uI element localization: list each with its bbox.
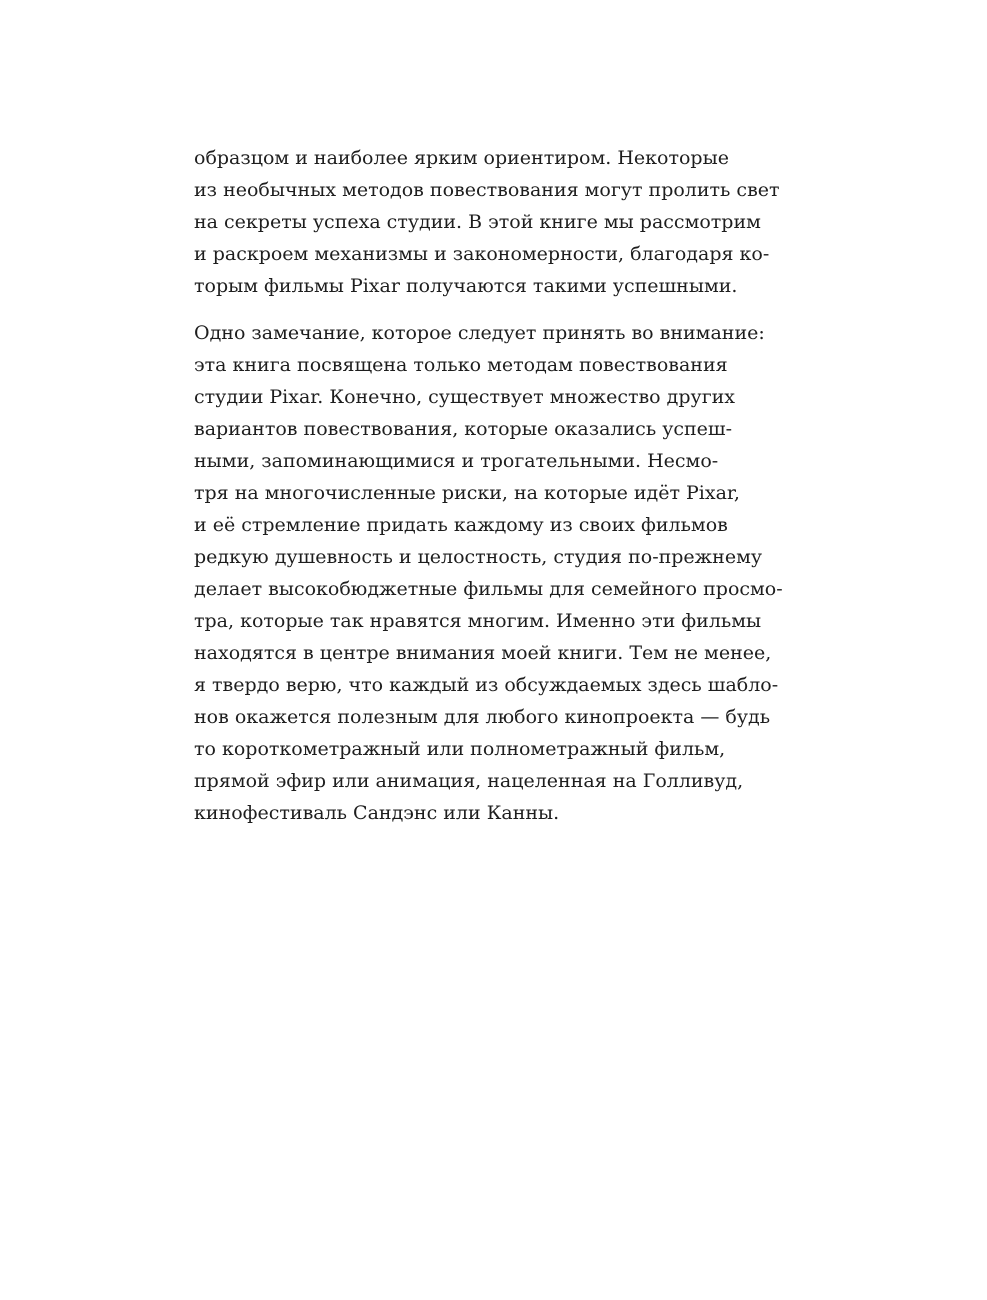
paragraph-2 [194, 317, 844, 829]
text-line: образцом и наиболее ярким ориентиром. Некоторые [194, 147, 729, 169]
text-line: кинофестиваль Сандэнс или Канны. [194, 802, 560, 824]
text-line: на секреты успеха студии. В этой книге мы рассмотрим [194, 211, 761, 233]
text-line: редкую душевность и целостность, студия по-прежнему [194, 546, 763, 568]
text-line: вариантов повествования, которые оказались успеш- [194, 418, 733, 440]
text-line: торым фильмы Pixar получаются такими успешными. [194, 275, 738, 297]
text-line: и раскроем механизмы и закономерности, благодаря ко- [194, 243, 770, 265]
text-line: находятся в центре внимания моей книги. Тем не менее, [194, 642, 772, 664]
text-line: я твердо верю, что каждый из обсуждаемых здесь шабло- [194, 674, 779, 696]
text-line: тра, которые так нравятся многим. Именно эти фильмы [194, 610, 762, 632]
body-text [194, 142, 844, 829]
text-line: тря на многочисленные риски, на которые идёт Pixar, [194, 482, 740, 504]
text-line: то короткометражный или полнометражный фильм, [194, 738, 726, 760]
text-line: эта книга посвящена только методам повествования [194, 354, 728, 376]
text-line: Одно замечание, которое следует принять во внимание: [194, 322, 765, 344]
text-line: студии Pixar. Конечно, существует множество других [194, 386, 736, 408]
text-line: нов окажется полезным для любого кинопроекта — будь [194, 706, 771, 728]
text-line: из необычных методов повествования могут пролить свет [194, 179, 780, 201]
text-line: делает высокобюджетные фильмы для семейного просмо- [194, 578, 783, 600]
paragraph-1 [194, 142, 844, 302]
text-line: и её стремление придать каждому из своих фильмов [194, 514, 728, 536]
text-line: ными, запоминающимися и трогательными. Несмо- [194, 450, 719, 472]
text-line: прямой эфир или анимация, нацеленная на Голливуд, [194, 770, 744, 792]
